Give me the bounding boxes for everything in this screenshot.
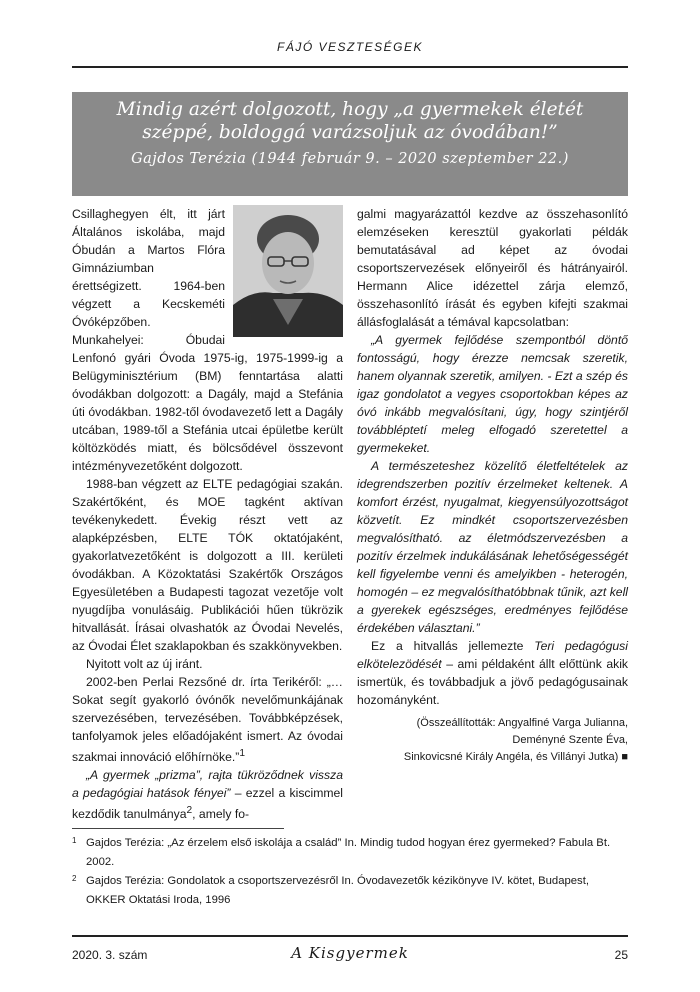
prizma-quote: „A gyermek „prizma”, rajta tükröződnek vissza a pedagógiai hatások fényei” [72, 768, 343, 801]
left-column [72, 205, 343, 823]
prizma-tail: , amely fo- [192, 807, 250, 822]
footnotes [72, 834, 628, 910]
credit-line-1: (Összeállították: Angyalfiné Varga Julianna, [416, 717, 628, 729]
page-number: 25 [614, 948, 628, 962]
hermann-quote-1: „A gyermek fejlődése szempontból döntő fontosságú, hogy érezze nemcsak szeretik, hanem olyannak szeretik, amilyen. - Ezt a szép és igaz gondolatot a vegyes csoportokban képes az óvó inkább megvalósítani, úgy, hogy szintjéről továbbléptetí meleg elfogadó szeretettel a gyermekeket. [357, 333, 628, 455]
prizma-text: – ezzel a kiscimmel kezdődik tanulmánya [72, 786, 343, 822]
footnote-2-text: Gajdos Terézia: Gondolatok a csoportszervezésről In. Óvodavezetők kézikönyve IV. kötet, Budapest, OKKER Oktatási Iroda, 1996 [86, 875, 589, 906]
header-rule [72, 66, 628, 68]
end-mark-icon: ■ [621, 751, 628, 763]
magazine-name: A Kisgyermek [291, 944, 409, 962]
credit-line-3-text: Sinkovicsné Király Angéla, és Villányi Jutka) [403, 751, 619, 763]
right-column [357, 205, 628, 766]
running-head: FÁJÓ VESZTESÉGEK [276, 40, 424, 54]
continuation-paragraph: galmi magyarázattól kezdve az összehasonlító elemzéseken keresztül gyakorlati példák bemutatásával ad képet az óvodai csoportszervezések előnyeiről és hátrányairól. Hermann Alice idézettel zárja elemző, összehasonlító írását és egyben kifejti szakmai állásfoglalását a témával kapcsolatban: [357, 207, 628, 329]
footnote-1 [72, 834, 628, 872]
closing-paragraph [357, 637, 628, 709]
quote-perlai: 2002-ben Perlai Rezsőné dr. írta Terikéről: „…Sokat segít gyakorló óvónők nevelőmunkájának szervezésében, tervezésében. Továbbképzések, tanfolyamok jeles előadójaként ismert. Az óvodai szakmai innováció előhírnöke.” [72, 675, 343, 765]
footnote-1-number: 1 [72, 836, 77, 845]
credit-line-3 [357, 749, 628, 766]
credit-line-2: Deményné Szente Éva, [512, 734, 628, 746]
footnote-rule [72, 828, 284, 829]
closing-text-italic: Teri pedagógusi elkötelezödését [357, 639, 628, 671]
issue-label: 2020. 3. szám [72, 948, 148, 962]
portrait-photo [233, 205, 343, 337]
bio-paragraph-1: Csillaghegyen élt, itt járt Általános iskolába, majd Óbudán a Martos Flóra Gimnáziumban érettségizett. 1964-ben végzett a Kecskeméti Óvóképzőben. Munkahelyei: Óbudai Lenfonó gyári Óvoda 1975-ig, 1975-1999-ig a Belügyminisztérium (BM) fenntartása alatti óvodákban dolgozott: a Dagály, majd a Stefánia úti óvodákban. 1982-től óvodavezető lett a Dagály utcában, 1989-től a Stefánia utcai épületbe került költözködés miatt, és bölcsődével összevont intézményvezetőként dolgozott. [72, 207, 343, 473]
bio-paragraph-3: Nyitott volt az új iránt. [86, 657, 203, 671]
footnote-2 [72, 872, 628, 910]
article-title: Mindig azért dolgozott, hogy „a gyermekek életét széppé, boldoggá varázsoljuk az óvodában!” [116, 99, 584, 143]
bio-paragraph-5 [72, 766, 343, 823]
bio-paragraph-4 [72, 673, 343, 766]
footnote-1-text: Gajdos Terézia: „Az érzelem első iskolája a család” In. Mindig tudod hogyan érez gyermeked? Fabula Bt. 2002. [86, 837, 611, 868]
title-banner [72, 92, 628, 196]
footnote-ref-1: 1 [239, 748, 245, 759]
hermann-quote-2: A természeteshez közelítő életfeltételek az idegrendszerben pozitív érzelmeket keltenek. A komfort érzést, nyugalmat, kiegyensúlyozottságot közvetít. Ez mindkét csoportszervezésben megvalósítható. az életmódszervezésben a pozitív érzelmek indukálásának lehetőségességét kell figyelembe venni és amelyikben - heterogén, homogén – ez megvalósíthatóbbnak tűnik, azt kell a gyerekek egészséges, eredményes fejlődése érdekében választani.” [357, 459, 628, 635]
footnote-2-number: 2 [72, 874, 77, 883]
footer-rule [72, 935, 628, 937]
footnote-ref-2: 2 [186, 805, 193, 817]
closing-text-a: Ez a hitvallás jellemezte [371, 639, 535, 653]
compiler-credits [357, 715, 628, 766]
bio-paragraph-2: 1988-ban végzett az ELTE pedagógiai szakán. Szakértőként, és MOE tagként aktívan tevékenykedett. Évekig részt vett az alapképzésben, ELTE TÓK oktatójaként, gyakorlatvezetőként is dolgozott a III. kerületi óvodákban. A Közoktatási Szakértők Országos Egyesületében a Budapesti tagozat vezetője volt nyugdíjba vonulásáig. Publikációi hűen tükrözik hitvallását. Írásai olvashatók az Óvodai Nevelés, az Óvodai Élet szaklapokban és szakkönyvekben. [72, 477, 343, 653]
closing-text-b: – ami példaként állt előttünk akik ismertük, és továbbadjuk a jövő pedagógusainak hozományként. [357, 657, 628, 707]
article-subtitle: Gajdos Terézia (1944 február 9. – 2020 szeptember 22.) [131, 151, 569, 167]
